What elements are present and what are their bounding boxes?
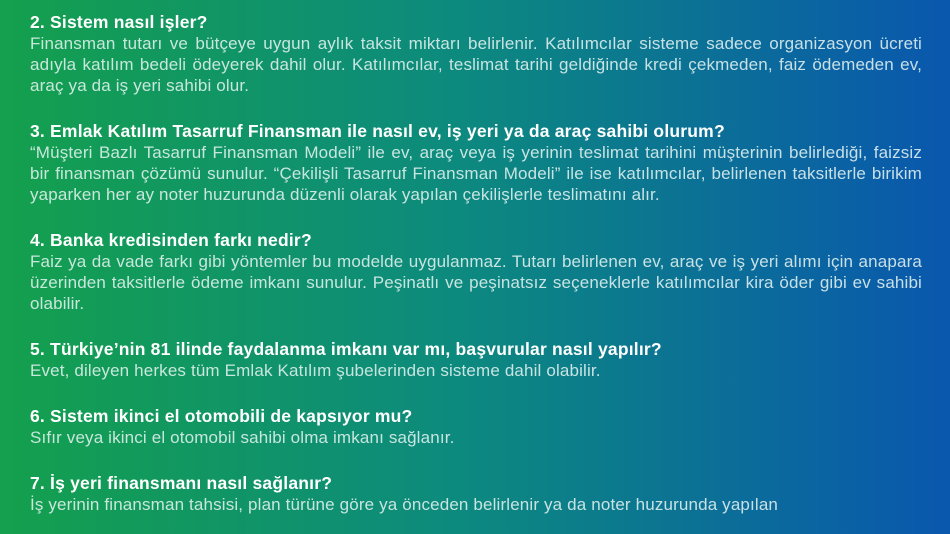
faq-item-7 — [30, 473, 922, 515]
faq-question: 4. Banka kredisinden farkı nedir? — [30, 230, 312, 250]
faq-answer: Sıfır veya ikinci el otomobil sahibi olma imkanı sağlanır. — [30, 428, 455, 447]
faq-item-3 — [30, 121, 922, 205]
faq-item-6 — [30, 406, 922, 448]
faq-item-2 — [30, 12, 922, 96]
faq-question: 7. İş yeri finansmanı nasıl sağlanır? — [30, 473, 333, 493]
faq-answer: İş yerinin finansman tahsisi, plan türüne göre ya önceden belirlenir ya da noter huzurunda yapılan — [30, 495, 779, 514]
faq-answer: Finansman tutarı ve bütçeye uygun aylık taksit miktarı belirlenir. Katılımcılar sisteme sadece organizasyon ücreti adıyla katılım bedeli ödeyerek dahil olur. Katılımcılar, teslimat tarihi geldiğinde kredi çekmeden, faiz ödemeden ev, araç ya da iş yeri sahibi olur. — [30, 34, 922, 95]
faq-item-5 — [30, 339, 922, 381]
faq-answer: Faiz ya da vade farkı gibi yöntemler bu modelde uygulanmaz. Tutarı belirlenen ev, araç ve iş yeri alımı için anapara üzerinden taksitlerle ödeme imkanı sunulur. Peşinatlı ve peşinatsız seçeneklerle katılımcılar kira öder gibi ev sahibi olabilir. — [30, 252, 922, 313]
faq-answer: “Müşteri Bazlı Tasarruf Finansman Modeli” ile ev, araç veya iş yerinin teslimat tarihini müşterinin belirlediği, faizsiz bir finansman çözümü sunulur. “Çekilişli Tasarruf Finansman Modeli” ile ise katılımcılar, belirlenen taksitlerle birikim yaparken her ay noter huzurunda düzenli olarak yapılan çekilişlerle teslimatını alır. — [30, 143, 922, 204]
faq-question: 5. Türkiye’nin 81 ilinde faydalanma imkanı var mı, başvurular nasıl yapılır? — [30, 339, 662, 359]
faq-question: 3. Emlak Katılım Tasarruf Finansman ile nasıl ev, iş yeri ya da araç sahibi olurum? — [30, 121, 725, 141]
faq-question: 2. Sistem nasıl işler? — [30, 12, 208, 32]
faq-question: 6. Sistem ikinci el otomobili de kapsıyor mu? — [30, 406, 413, 426]
faq-answer: Evet, dileyen herkes tüm Emlak Katılım şubelerinden sisteme dahil olabilir. — [30, 361, 601, 380]
faq-item-4 — [30, 230, 922, 314]
